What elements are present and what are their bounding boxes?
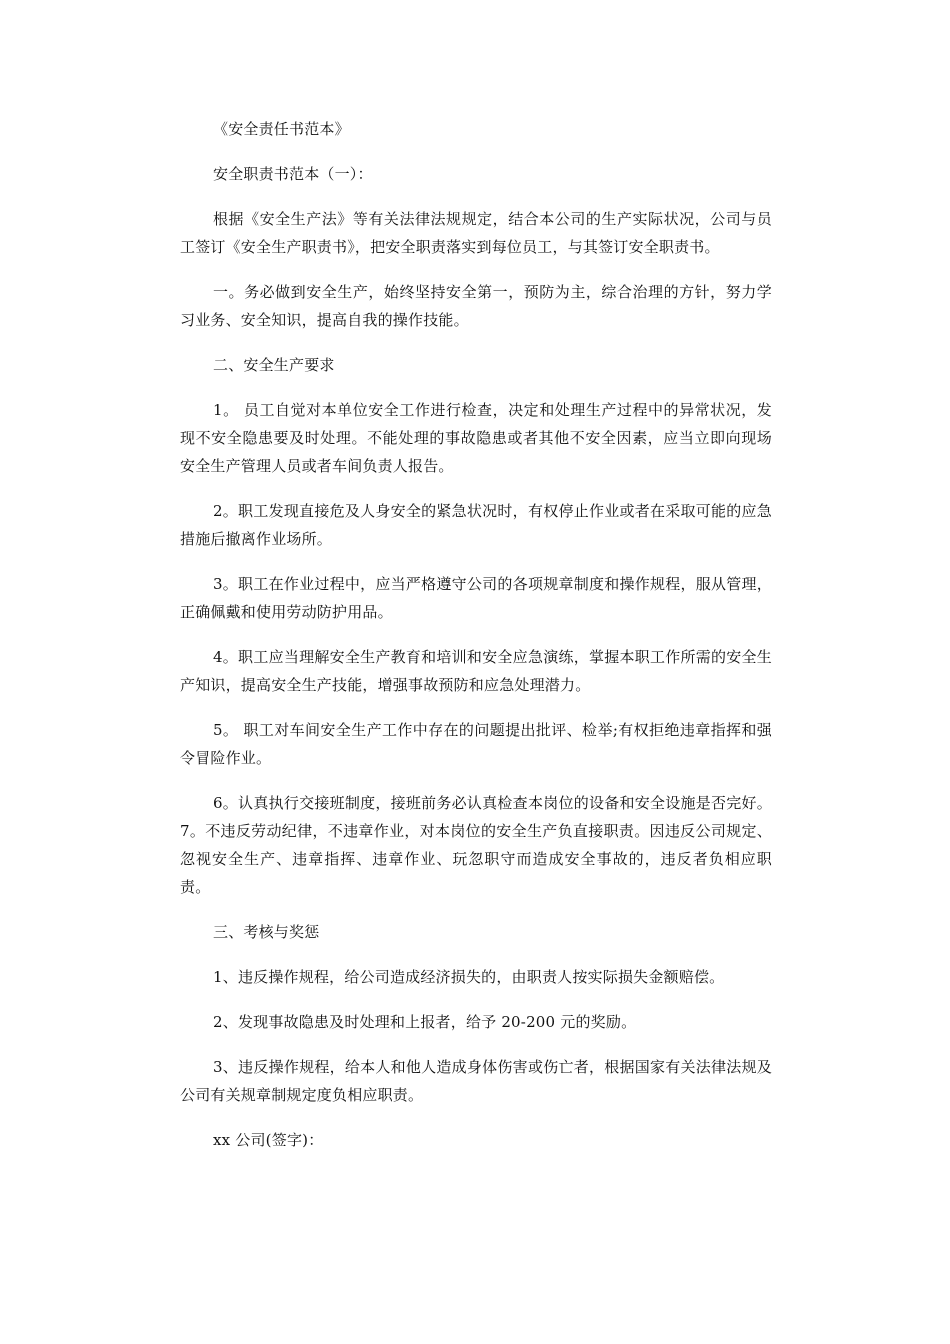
rule-item-1: 1、违反操作规程，给公司造成经济损失的，由职责人按实际损失金额赔偿。	[213, 968, 725, 986]
signature-line: xx 公司(签字)：	[213, 1131, 324, 1149]
requirement-item-4: 4。职工应当理解安全生产教育和培训和安全应急演练，掌握本职工作所需的安全生产知识，提高安全生产技能，增强事故预防和应急处理潜力。	[180, 648, 772, 694]
intro-paragraph: 根据《安全生产法》等有关法律法规规定，结合本公司的生产实际状况，公司与员工签订《安全生产职责书》，把安全职责落实到每位员工，与其签订安全职责书。	[180, 210, 772, 256]
document-title: 《安全责任书范本》	[213, 120, 350, 138]
requirement-item-3: 3。职工在作业过程中，应当严格遵守公司的各项规章制度和操作规程，服从管理，正确佩戴和使用劳动防护用品。	[180, 575, 772, 621]
document-subtitle: 安全职责书范本（一）：	[213, 165, 373, 183]
requirement-item-6: 6。认真执行交接班制度，接班前务必认真检查本岗位的设备和安全设施是否完好。 7。不违反劳动纪律，不违章作业，对本岗位的安全生产负直接职责。因违反公司规定、忽视安全生产、违章指挥、违章作业、玩忽职守而造成安全事故的，违反者负相应职责。	[180, 794, 772, 896]
rule-item-3: 3、违反操作规程，给本人和他人造成身体伤害或伤亡者，根据国家有关法律法规及公司有关规章制规定度负相应职责。	[180, 1058, 772, 1104]
requirement-item-5: 5。 职工对车间安全生产工作中存在的问题提出批评、检举;有权拒绝违章指挥和强令冒险作业。	[180, 721, 772, 767]
requirement-item-2: 2。职工发现直接危及人身安全的紧急状况时，有权停止作业或者在采取可能的应急措施后撤离作业场所。	[180, 502, 772, 548]
rule-item-2: 2、发现事故隐患及时处理和上报者，给予 20-200 元的奖励。	[213, 1013, 637, 1031]
section-three-heading: 三、考核与奖惩	[213, 923, 320, 941]
requirement-item-1: 1。 员工自觉对本单位安全工作进行检查，决定和处理生产过程中的异常状况，发现不安全隐患要及时处理。不能处理的事故隐患或者其他不安全因素，应当立即向现场安全生产管理人员或者车间负责人报告。	[180, 401, 772, 475]
section-two-heading: 二、安全生产要求	[213, 356, 335, 374]
section-one-paragraph: 一。务必做到安全生产，始终坚持安全第一，预防为主，综合治理的方针，努力学习业务、安全知识，提高自我的操作技能。	[180, 283, 772, 329]
document-body	[180, 115, 772, 1171]
